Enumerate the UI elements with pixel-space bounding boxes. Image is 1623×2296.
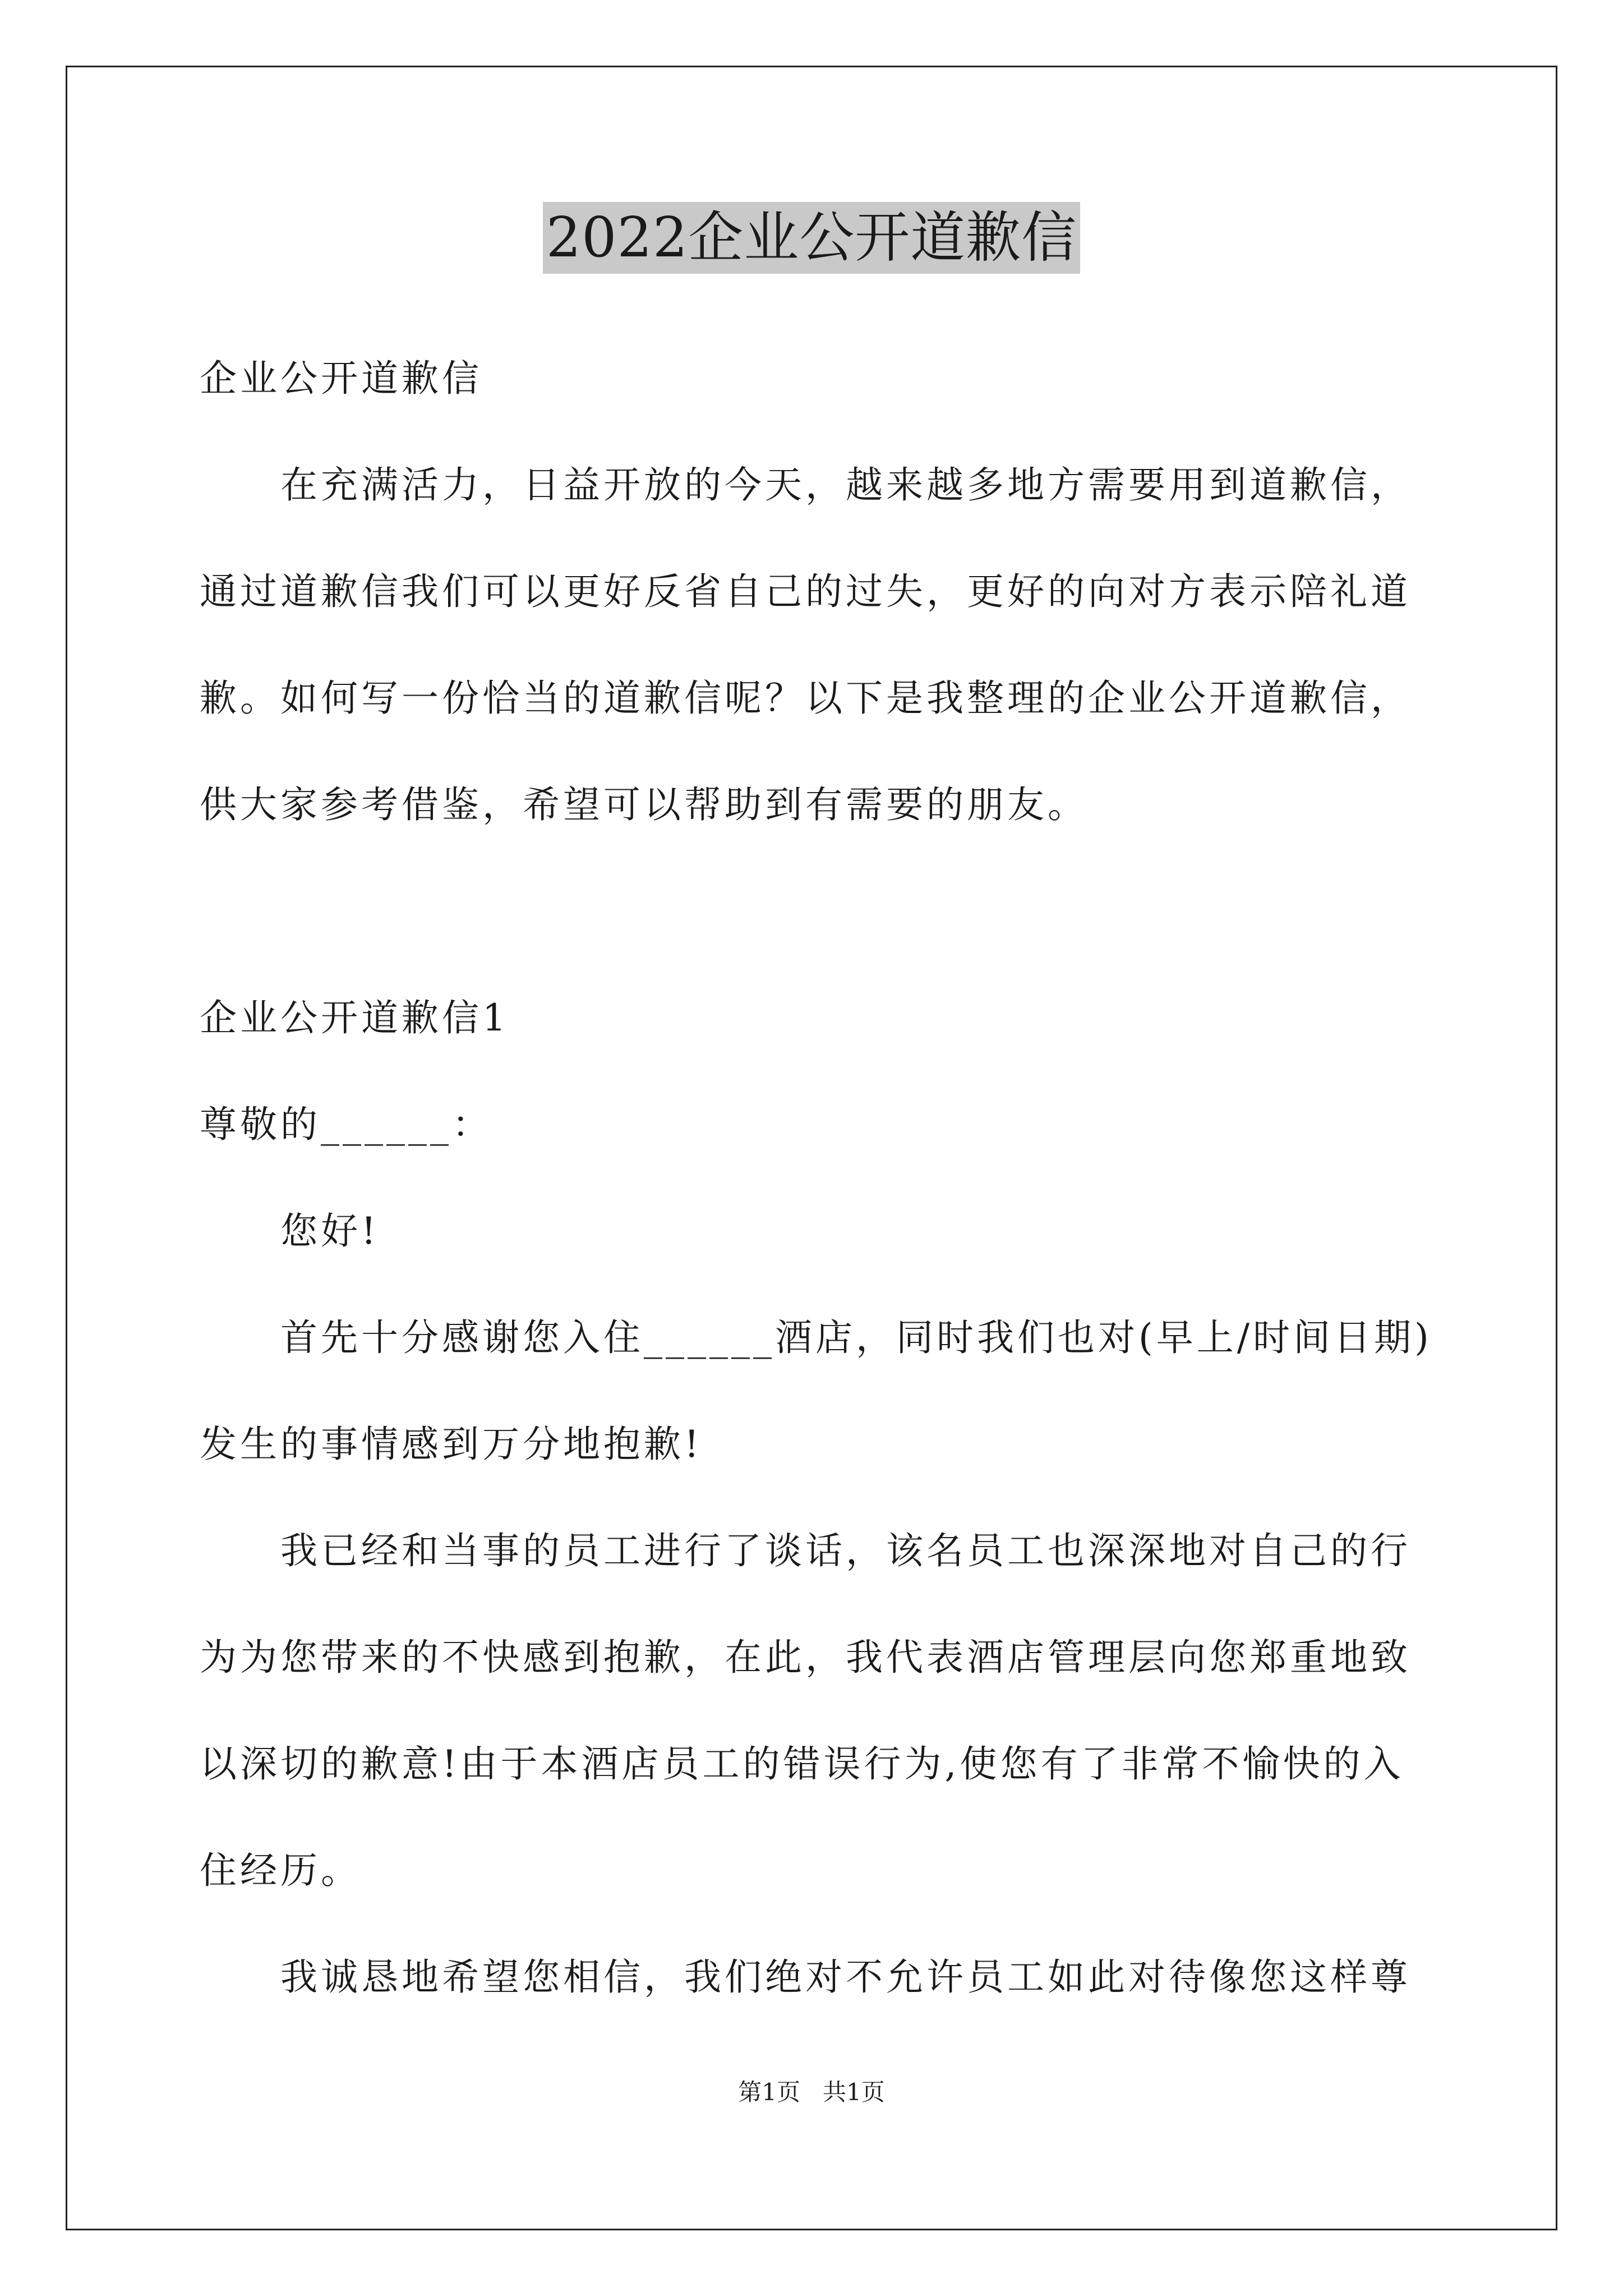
body-paragraph-line: 为为您带来的不快感到抱歉，在此，我代表酒店管理层向您郑重地致 (200, 1636, 1411, 1679)
body-paragraph-line: 以深切的歉意!由于本酒店员工的错误行为,使您有了非常不愉快的入 (200, 1742, 1404, 1786)
title-container (0, 202, 1623, 274)
body-paragraph-line: 住经历。 (200, 1849, 361, 1892)
intro-paragraph-line: 通过道歉信我们可以更好反省自己的过失，更好的向对方表示陪礼道 (200, 570, 1411, 613)
greeting: 您好! (280, 1209, 380, 1253)
document-title: 2022企业公开道歉信 (543, 202, 1080, 274)
intro-paragraph-line: 在充满活力，日益开放的今天，越来越多地方需要用到道歉信， (280, 463, 1411, 507)
intro-paragraph-line: 歉。如何写一份恰当的道歉信呢？以下是我整理的企业公开道歉信， (200, 677, 1411, 720)
body-paragraph-line: 首先十分感谢您入住______酒店，同时我们也对(早上/时间日期) (280, 1316, 1432, 1359)
section-heading: 企业公开道歉信 (200, 357, 482, 400)
salutation: 尊敬的______： (200, 1103, 492, 1146)
body-paragraph-line: 我诚恳地希望您相信，我们绝对不允许员工如此对待像您这样尊 (280, 1955, 1411, 1999)
body-paragraph-line: 我已经和当事的员工进行了谈话，该名员工也深深地对自己的行 (280, 1529, 1411, 1572)
letter-heading: 企业公开道歉信1 (200, 996, 509, 1039)
body-paragraph-line: 发生的事情感到万分地抱歉! (200, 1423, 703, 1466)
intro-paragraph-line: 供大家参考借鉴，希望可以帮助到有需要的朋友。 (200, 783, 1088, 826)
page-footer: 第1页 共1页 (738, 2078, 885, 2106)
